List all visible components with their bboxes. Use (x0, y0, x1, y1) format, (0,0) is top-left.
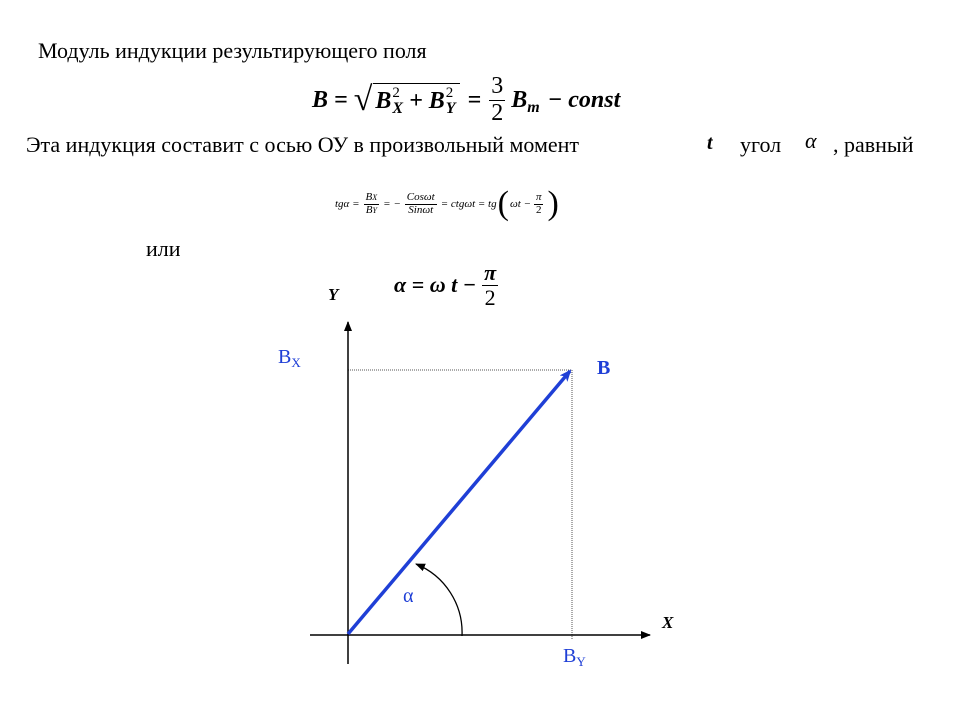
sentence-part1: Эта индукция составит с осью ОУ в произвольный момент (26, 132, 580, 157)
bx-label (278, 346, 301, 370)
or-text: или (146, 236, 181, 261)
formula3-lhs: α = ω t − (394, 272, 477, 297)
f1-num-sub: X (372, 192, 378, 202)
bx-label-sub: X (291, 355, 301, 370)
formula1-by-sup: 2 (445, 85, 454, 101)
sentence-alpha: α (805, 128, 817, 153)
formula1-by: B (428, 88, 445, 114)
formula2-eq-minus: = − (383, 198, 401, 210)
vector-b (348, 371, 570, 634)
b-label: B (597, 357, 611, 379)
formula1-plus: + (409, 88, 423, 114)
formula3-num: π (484, 260, 497, 286)
formula1-bx-sup: 2 (392, 85, 400, 101)
fraction-denominator: 2 (491, 99, 504, 126)
formula2-tg-alpha: tgα = (335, 198, 360, 210)
formula2-mid: = ctgωt = tg (440, 198, 497, 210)
angle-arc (416, 564, 462, 636)
formula1-eq2: = (467, 86, 482, 113)
x-axis-label: X (662, 613, 674, 632)
formula-tangent: tgα = $\frac{BX}{BY}$ = − $\frac{\text{Cosωt}}{\text{Sinωt}}$ = ctgωt = tg ( ωt − $\frac{\pi}{2}$ ) (335, 185, 559, 222)
by-label-main: B (563, 645, 577, 667)
f1-den: B (365, 203, 373, 216)
formula1-eq: = (334, 86, 348, 113)
sentence-part3: , равный (833, 132, 914, 157)
formula1-by-sub: Y (445, 100, 456, 117)
f3-num: π (535, 190, 542, 203)
f2-den: Sinωt (408, 203, 434, 216)
f2-num: Cosωt (406, 190, 435, 203)
by-label (563, 645, 586, 669)
fraction-numerator: 3 (491, 73, 504, 100)
sentence-part2: угол (740, 132, 782, 157)
formula1-bm: B (511, 86, 528, 113)
formula1-lhs: B (312, 86, 329, 113)
f1-den-sub: Y (372, 205, 377, 215)
bx-label-main: B (278, 346, 292, 368)
heading: Модуль индукции результирующего поля (38, 38, 427, 63)
formula1-bx-sub: X (392, 100, 404, 117)
formula1-bm-sub: m (527, 99, 540, 116)
formula2-paren-inner: ωt − (509, 198, 531, 210)
f3-den: 2 (535, 203, 542, 216)
y-axis-label: Y (328, 285, 339, 304)
formula1-bx: B (375, 88, 392, 114)
by-label-sub: Y (576, 654, 586, 669)
f1-num: B (365, 190, 373, 203)
formula3-den: 2 (484, 284, 496, 310)
radical-sign: √ (353, 81, 373, 118)
alpha-label: α (403, 585, 414, 607)
formula1-const: − const (547, 86, 621, 113)
sentence-t: t (707, 132, 713, 154)
